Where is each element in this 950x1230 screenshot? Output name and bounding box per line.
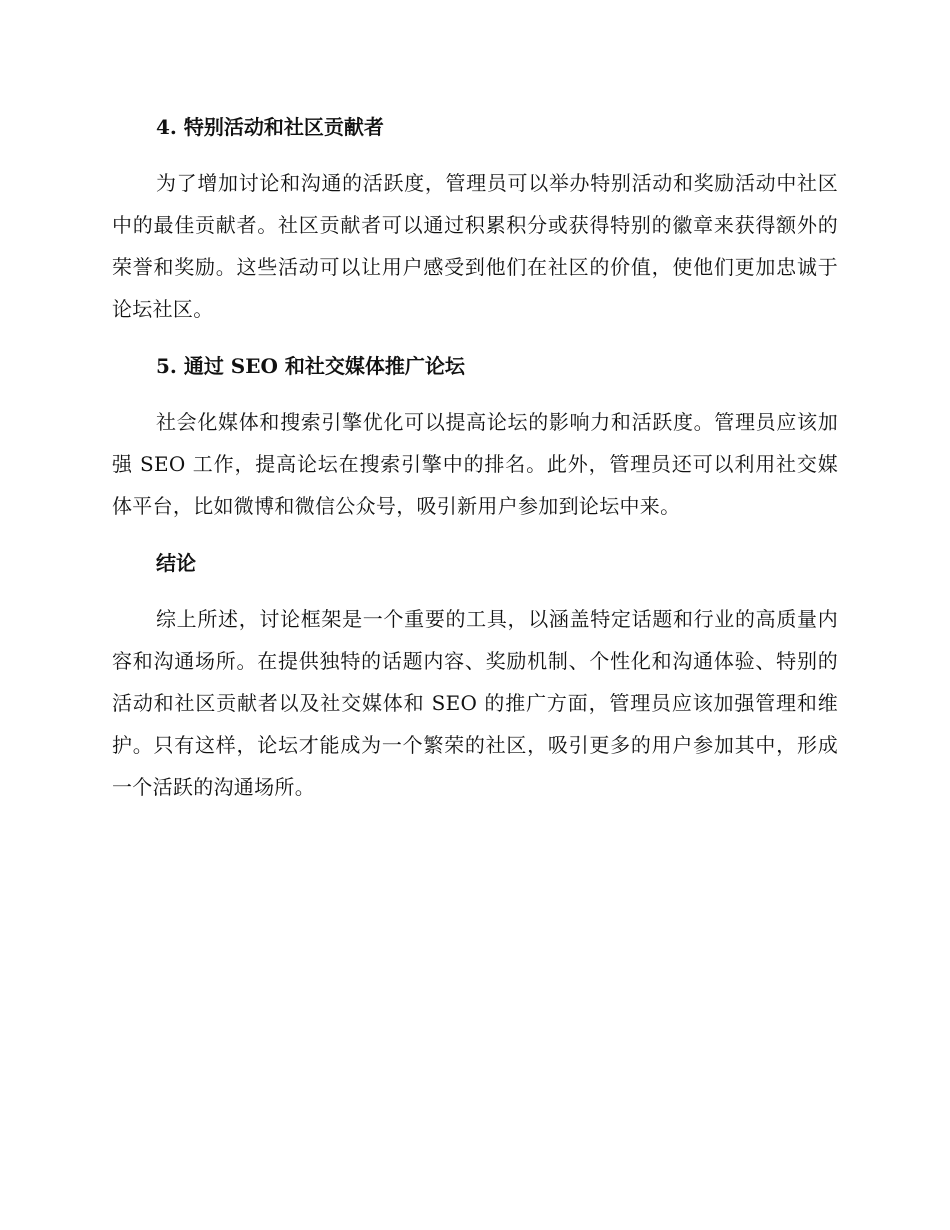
paragraph-seo-social-media: 社会化媒体和搜索引擎优化可以提高论坛的影响力和活跃度。管理员应该加强 SEO 工作，提高论坛在搜索引擎中的排名。此外，管理员还可以利用社交媒体平台，比如微博和微信公众号，吸引新用户参加到论坛中来。 bbox=[112, 410, 838, 518]
paragraph-conclusion: 综上所述，讨论框架是一个重要的工具，以涵盖特定话题和行业的高质量内容和沟通场所。在提供独特的话题内容、奖励机制、个性化和沟通体验、特别的活动和社区贡献者以及社交媒体和 SEO 的推广方面，管理员应该加强管理和维护。只有这样，论坛才能成为一个繁荣的社区，吸引更多的用户参加其中，形成一个活跃的沟通场所。 bbox=[112, 607, 838, 799]
section-heading-special-activities: 4. 特别活动和社区贡献者 bbox=[156, 115, 384, 139]
document-body bbox=[112, 108, 838, 825]
section-heading-seo-social-media: 5. 通过 SEO 和社交媒体推广论坛 bbox=[156, 354, 465, 378]
section-heading-conclusion: 结论 bbox=[156, 551, 196, 575]
paragraph-special-activities: 为了增加讨论和沟通的活跃度，管理员可以举办特别活动和奖励活动中社区中的最佳贡献者。社区贡献者可以通过积累积分或获得特别的徽章来获得额外的荣誉和奖励。这些活动可以让用户感受到他们在社区的价值，使他们更加忠诚于论坛社区。 bbox=[112, 171, 838, 321]
